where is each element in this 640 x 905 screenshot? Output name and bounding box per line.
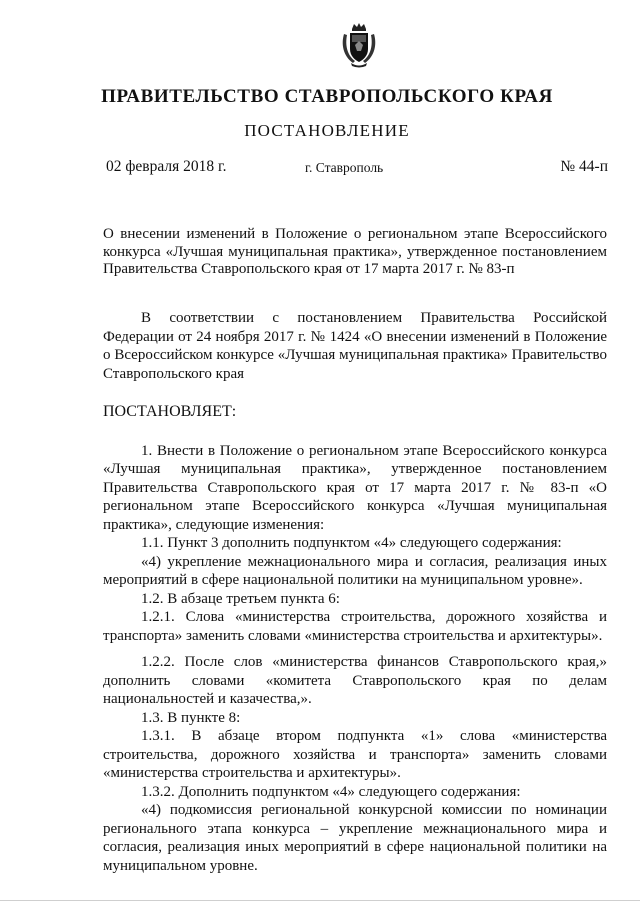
document-date: 02 февраля 2018 г. bbox=[106, 158, 227, 175]
coat-of-arms-icon bbox=[339, 22, 379, 68]
paragraph-1: 1. Внести в Положение о региональном этапе Всероссийского конкурса «Лучшая муниципальная практика», утвержденное постановлением Правительства Ставропольского края от 17 марта 2017 г. № 83-п «О региональном этапе Всероссийского конкурса «Лучшая муниципальная практика», следующие изменения: bbox=[103, 442, 607, 533]
paragraph-1-2: 1.2. В абзаце третьем пункта 6: bbox=[141, 590, 340, 607]
preamble: В соответствии с постановлением Правительства Российской Федерации от 24 ноября 2017 г. № 1424 «О внесении изменений в Положение о Всероссийском конкурсе «Лучшая муниципальная практика» Правительство Ставропольского края bbox=[103, 310, 607, 382]
document-city: г. Ставрополь bbox=[305, 160, 384, 175]
paragraph-1-3-2: 1.3.2. Дополнить подпунктом «4» следующего содержания: bbox=[141, 783, 521, 800]
paragraph-1-2-2: 1.2.2. После слов «министерства финансов Ставропольского края,» дополнить словами «комитета Ставропольского края по делам национальностей и казачества,». bbox=[103, 654, 607, 707]
paragraph-1-3: 1.3. В пункте 8: bbox=[141, 709, 241, 726]
paragraph-1-1-text: «4) укрепление межнационального мира и согласия, реализация иных мероприятий в сфере национальной политики на муниципальном уровне». bbox=[103, 553, 607, 588]
page-edge-divider bbox=[0, 900, 640, 901]
decree-word: ПОСТАНОВЛЯЕТ: bbox=[103, 403, 237, 420]
document-subject: О внесении изменений в Положение о региональном этапе Всероссийского конкурса «Лучшая муниципальная практика», утвержденное постановлением Правительства Ставропольского края от 17 марта 2017 г. № 83-п bbox=[103, 226, 607, 277]
document-body bbox=[103, 309, 607, 875]
government-title: ПРАВИТЕЛЬСТВО СТАВРОПОЛЬСКОГО КРАЯ bbox=[101, 86, 553, 107]
paragraph-1-1: 1.1. Пункт 3 дополнить подпунктом «4» следующего содержания: bbox=[141, 535, 562, 551]
paragraph-1-2-1: 1.2.1. Слова «министерства строительства, дорожного хозяйства и транспорта» заменить словами «министерства строительства и архитектуры». bbox=[103, 609, 607, 644]
paragraph-1-3-2-text: «4) подкомиссия региональной конкурсной комиссии по номинации регионального этапа конкурса – укрепление межнационального мира и согласия, реализация иных мероприятий в сфере национальной политики на муниципальном уровне. bbox=[103, 802, 607, 874]
document-number: № 44-п bbox=[560, 158, 608, 175]
paragraph-1-3-1: 1.3.1. В абзаце втором подпункта «1» слова «министерства строительства, дорожного хозяйства и транспорта» заменить словами «министерства строительства и архитектуры». bbox=[103, 728, 607, 781]
document-type: ПОСТАНОВЛЕНИЕ bbox=[244, 121, 410, 140]
